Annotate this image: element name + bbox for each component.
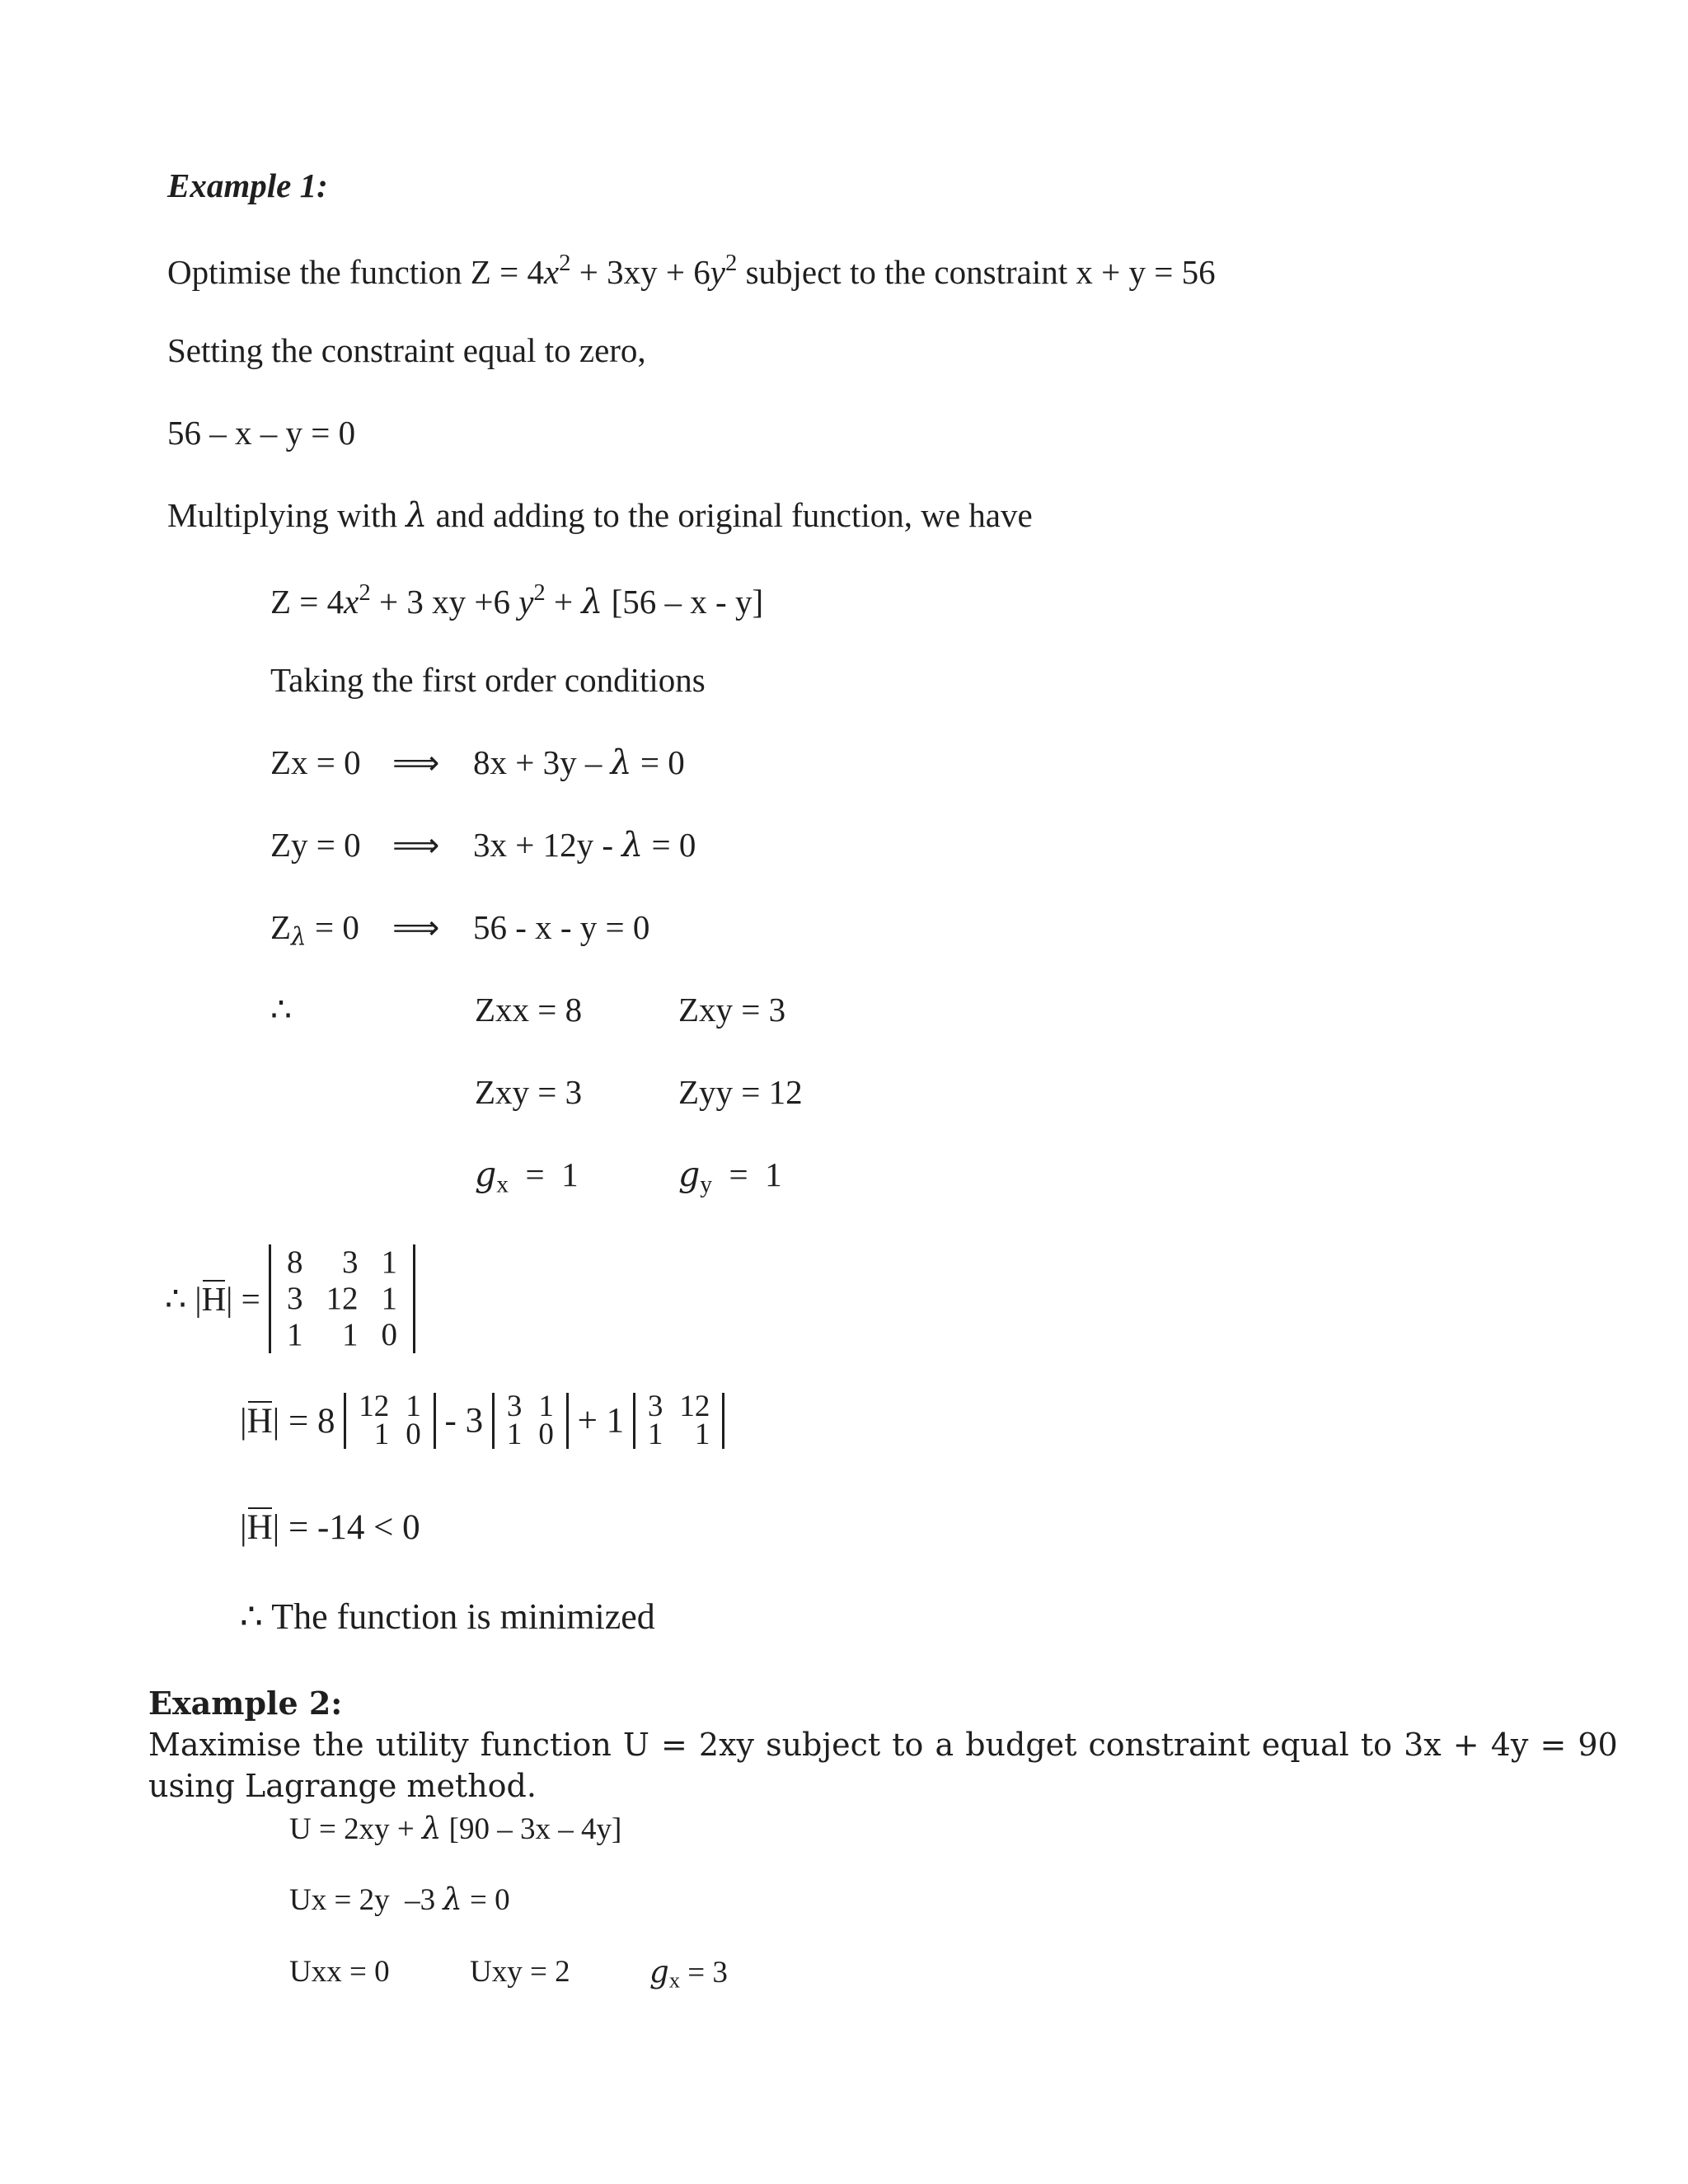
conclusion: ∴ The function is minimized	[240, 1596, 655, 1638]
matrix-cell: 1	[647, 1418, 663, 1451]
foc-zx-equation: 8x + 3y – λ = 0	[473, 743, 685, 782]
zxy-value-2: Zxy = 3	[475, 1073, 583, 1111]
matrix-cell: 1	[694, 1418, 710, 1451]
minor-1	[344, 1390, 436, 1451]
zxy-value: Zxy = 3	[678, 991, 786, 1029]
matrix-cell: 1	[373, 1418, 390, 1451]
zyy-value: Zyy = 12	[678, 1073, 803, 1111]
therefore-symbol: ∴	[270, 990, 293, 1029]
matrix-cell: 1	[538, 1390, 554, 1423]
implies-arrow-icon: ⟹	[392, 909, 440, 947]
hessian-result: |H| = -14 < 0	[240, 1508, 420, 1547]
implies-arrow-icon: ⟹	[392, 744, 440, 782]
lagrangian-equation: $Z = 4x^2 + 3$ xy +6 $y^2 + \lambda$ [56 – x - y]	[270, 579, 764, 621]
constraint-zero-equation: 56 – x – y = 0	[167, 414, 356, 452]
plus-1-coefficient: + 1	[577, 1401, 625, 1441]
foc-zlambda: Zλ = 0	[270, 908, 359, 951]
matrix-cell: 12	[326, 1281, 359, 1316]
multiply-lambda-text: Multiplying with λ and adding to the original function, we have	[167, 495, 1033, 535]
foc-zlambda-equation: 56 - x - y = 0	[473, 908, 650, 946]
matrix-cell: 3	[342, 1244, 359, 1280]
ex2-uxx: Uxx = 0	[289, 1955, 390, 1989]
gy-value: gy = 1	[678, 1155, 782, 1198]
minor-3	[633, 1390, 725, 1451]
matrix-cell: 3	[287, 1281, 303, 1316]
ex2-gx: gx = 3	[649, 1954, 728, 1993]
ex2-lagrangian: U = 2xy + λ [90 – 3x – 4y]	[289, 1811, 622, 1846]
foc-zy: Zy = 0	[270, 826, 361, 864]
matrix-cell: 0	[538, 1418, 554, 1451]
hessian-expansion: |H| = 8 12 1 1 0 - 3 3 1 1 0 + 1 3 12 1 1	[240, 1393, 724, 1449]
bordered-hessian: ∴ |H| = 8 3 1 3 12 1 1 1 0	[165, 1244, 415, 1353]
foc-zy-equation: 3x + 12y - λ = 0	[473, 825, 696, 865]
minor-2	[492, 1390, 569, 1451]
gx-value: gx = 1	[475, 1155, 579, 1198]
matrix-cell: 1	[406, 1390, 421, 1423]
example-1-heading: Example 1:	[167, 166, 328, 204]
matrix-cell: 1	[381, 1244, 398, 1280]
matrix-cell: 1	[342, 1317, 359, 1352]
example-1-statement: Optimise the function $Z = 4x^2 + 3xy + 6y^2$ subject to the constraint x + y = 56	[167, 250, 1216, 291]
matrix-cell: 1	[287, 1317, 303, 1352]
setting-constraint-text: Setting the constraint equal to zero,	[167, 331, 646, 369]
matrix-cell: 0	[381, 1317, 398, 1352]
matrix-cell: 12	[679, 1390, 710, 1423]
matrix-cell: 8	[287, 1244, 303, 1280]
foc-intro: Taking the first order conditions	[270, 661, 706, 699]
minus-3-coefficient: - 3	[444, 1401, 484, 1441]
zxx-value: Zxx = 8	[475, 991, 583, 1029]
matrix-cell: 1	[381, 1281, 398, 1316]
matrix-cell: 0	[406, 1418, 421, 1451]
ex2-uxy: Uxy = 2	[470, 1955, 570, 1989]
example-2-statement-line1: Maximise the utility function U = 2xy subject to a budget constraint equal to 3x + 4y = 90	[148, 1727, 1618, 1763]
matrix-cell: 12	[359, 1390, 390, 1423]
matrix-cell: 3	[647, 1390, 663, 1423]
foc-zx: Zx = 0	[270, 743, 361, 781]
ex2-ux: Ux = 2y –3 λ = 0	[289, 1882, 510, 1917]
implies-arrow-icon: ⟹	[392, 827, 440, 865]
matrix-cell: 3	[506, 1390, 523, 1423]
example-2-heading: Example 2:	[148, 1685, 343, 1722]
hessian-matrix	[269, 1244, 415, 1353]
example-2-statement-line2: using Lagrange method.	[148, 1768, 537, 1804]
matrix-cell: 1	[506, 1418, 523, 1451]
